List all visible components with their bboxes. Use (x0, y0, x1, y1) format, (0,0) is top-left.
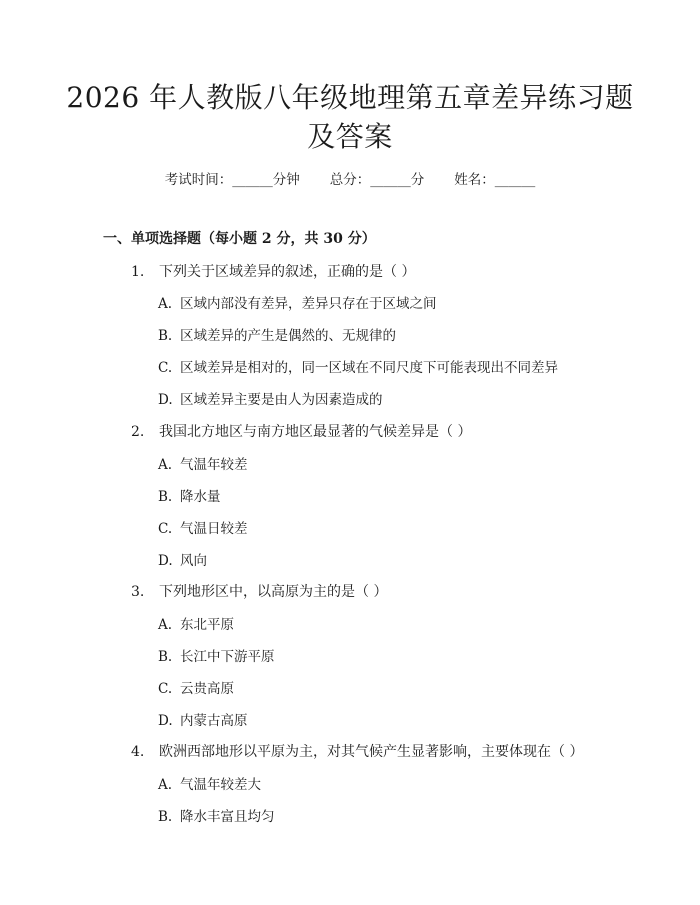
option-2c (158, 517, 248, 537)
option-text: 降水量 (180, 489, 221, 505)
question-3 (131, 581, 387, 601)
option-letter: D. (158, 392, 173, 408)
option-text: 长江中下游平原 (180, 649, 275, 665)
option-letter: B. (158, 809, 173, 825)
option-letter: C. (158, 521, 173, 537)
exam-info-line (0, 168, 700, 188)
section-heading: 一、单项选择题（每小题 2 分，共 30 分） (103, 231, 376, 247)
total-score-unit: 分 (410, 172, 425, 188)
question-2 (131, 421, 471, 441)
option-letter: A. (158, 617, 173, 633)
question-number: 2. (131, 424, 145, 440)
option-2b (158, 485, 221, 505)
question-number: 4. (131, 744, 145, 760)
option-letter: A. (158, 457, 173, 473)
option-text: 区域差异是相对的，同一区域在不同尺度下可能表现出不同差异 (180, 360, 558, 376)
option-3c (158, 677, 234, 697)
option-text: 气温年较差大 (180, 777, 261, 793)
exam-time-blank: ______ (232, 172, 273, 188)
total-score-label: 总分： (329, 172, 371, 188)
option-letter: B. (158, 328, 173, 344)
option-3a (158, 613, 234, 633)
question-text: 我国北方地区与南方地区最显著的气候差异是（ ） (159, 424, 472, 440)
option-text: 内蒙古高原 (180, 713, 248, 729)
option-text: 区域差异的产生是偶然的、无规律的 (180, 328, 396, 344)
option-letter: B. (158, 489, 173, 505)
option-4a (158, 773, 261, 793)
student-name-label: 姓名： (454, 172, 495, 188)
exam-time-label: 考试时间： (164, 172, 233, 188)
option-4b (158, 805, 275, 825)
option-text: 气温年较差 (180, 457, 248, 473)
question-text: 欧洲西部地形以平原为主，对其气候产生显著影响，主要体现在（ ） (159, 744, 584, 760)
question-1 (131, 261, 415, 281)
option-3b (158, 645, 275, 665)
question-text: 下列地形区中，以高原为主的是（ ） (159, 584, 388, 600)
question-number: 3. (131, 584, 145, 600)
option-2d (158, 549, 207, 569)
option-text: 风向 (180, 553, 207, 569)
option-letter: A. (158, 777, 173, 793)
exam-time-unit: 分钟 (272, 172, 300, 188)
option-text: 区域内部没有差异，差异只存在于区域之间 (180, 296, 437, 312)
option-3d (158, 709, 248, 729)
option-text: 气温日较差 (180, 521, 248, 537)
option-letter: C. (158, 360, 173, 376)
option-1d (158, 388, 383, 408)
option-letter: A. (158, 296, 173, 312)
option-letter: C. (158, 681, 173, 697)
option-1a (158, 292, 437, 312)
option-text: 东北平原 (180, 617, 234, 633)
option-text: 云贵高原 (180, 681, 234, 697)
document-title-line1: 2026 年人教版八年级地理第五章差异练习题 (66, 81, 634, 114)
option-1b (158, 324, 396, 344)
option-text: 区域差异主要是由人为因素造成的 (180, 392, 383, 408)
document-title-line2: 及答案 (307, 120, 393, 153)
total-score-blank: ______ (370, 172, 411, 188)
option-1c (158, 356, 558, 376)
question-number: 1. (131, 264, 145, 280)
option-letter: B. (158, 649, 173, 665)
question-4 (131, 741, 583, 761)
question-text: 下列关于区域差异的叙述，正确的是（ ） (159, 264, 416, 280)
option-letter: D. (158, 553, 173, 569)
option-2a (158, 453, 248, 473)
student-name-blank: ______ (494, 172, 536, 188)
option-letter: D. (158, 713, 173, 729)
option-text: 降水丰富且均匀 (180, 809, 275, 825)
